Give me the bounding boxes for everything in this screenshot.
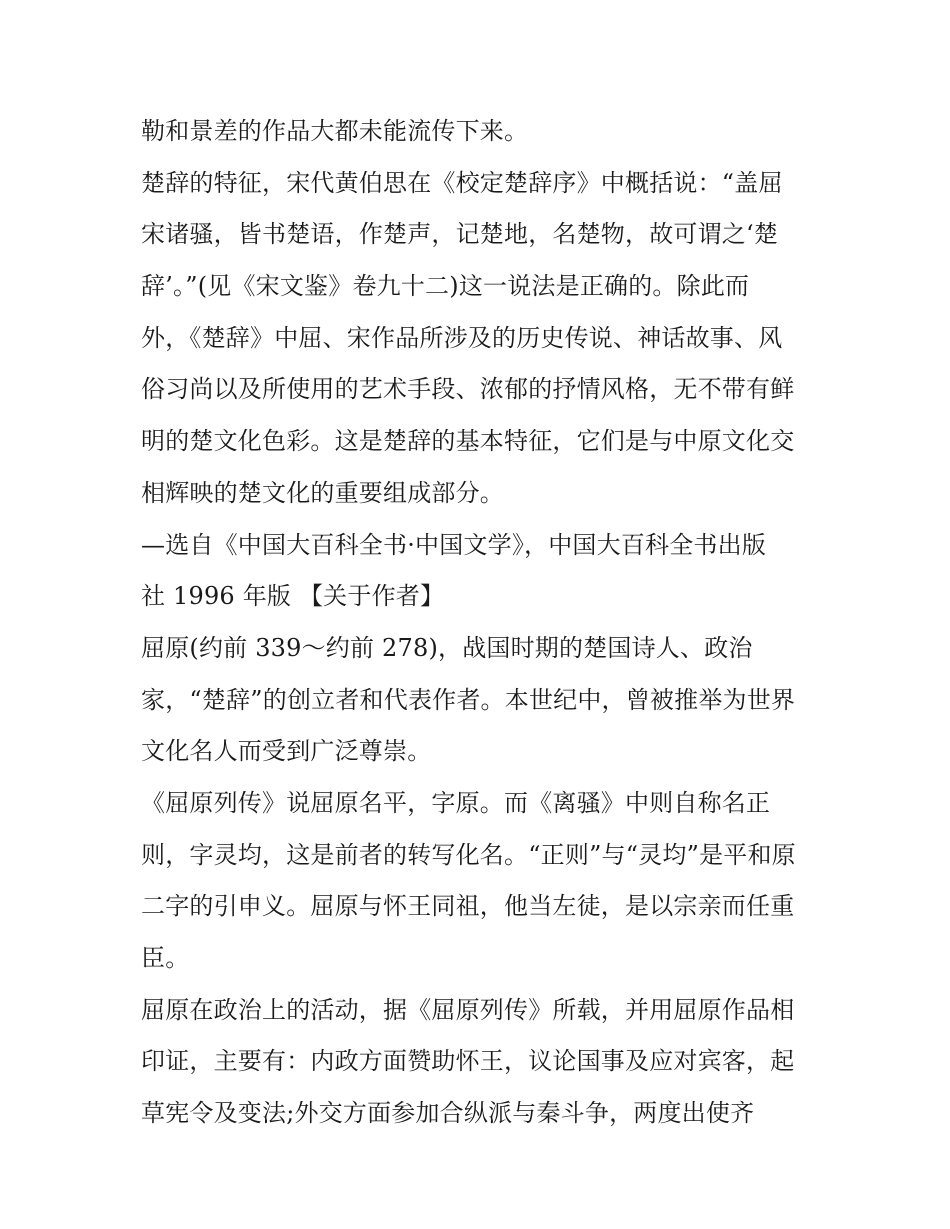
source-citation-line: 社 1996 年版 【关于作者】 [141,582,445,611]
text-line: 勒和景差的作品大都未能流传下来。 [141,117,529,145]
text-line: 外，《楚辞》中屈、宋作品所涉及的历史传说、神话故事、风 [141,323,783,352]
source-citation-line: —选自《中国大百科全书·中国文学》，中国大百科全书出版 [141,530,767,559]
text-line: 则，字灵均，这是前者的转写化名。“正则”与“灵均”是平和原 [141,840,796,869]
text-line: 俗习尚以及所使用的艺术手段、浓郁的抒情风格，无不带有鲜 [141,375,795,404]
text-line: 辞’。”(见《宋文鉴》卷九十二)这一说法是正确的。除此而 [141,272,750,301]
text-line: 文化名人而受到广泛尊崇。 [141,737,432,766]
text-line: 二字的引申义。屈原与怀王同祖，他当左徒，是以宗亲而任重 [141,892,795,921]
text-line: 臣。 [141,944,190,972]
text-line: 《屈原列传》说屈原名平，字原。而《离骚》中则自称名正 [141,788,771,817]
text-line: 草宪令及变法;外交方面参加合纵派与秦斗争，两度出使齐 [141,1099,755,1128]
text-line: 屈原(约前 339～约前 278)，战国时期的楚国诗人、政治 [141,633,753,662]
document-body [141,106,821,1140]
text-line: 楚辞的特征，宋代黄伯思在《校定楚辞序》中概括说：“盖屈 [141,168,783,197]
text-line: 相辉映的楚文化的重要组成部分。 [141,478,504,507]
text-line: 家，“楚辞”的创立者和代表作者。本世纪中，曾被推举为世界 [141,685,796,714]
text-line: 印证，主要有：内政方面赞助怀王，议论国事及应对宾客，起 [141,1047,795,1076]
text-line: 明的楚文化色彩。这是楚辞的基本特征，它们是与中原文化交 [141,427,795,456]
text-line: 屈原在政治上的活动，据《屈原列传》所载，并用屈原作品相 [141,995,795,1024]
text-line: 宋诸骚，皆书楚语，作楚声，记楚地，名楚物，故可谓之‘楚 [141,220,779,249]
